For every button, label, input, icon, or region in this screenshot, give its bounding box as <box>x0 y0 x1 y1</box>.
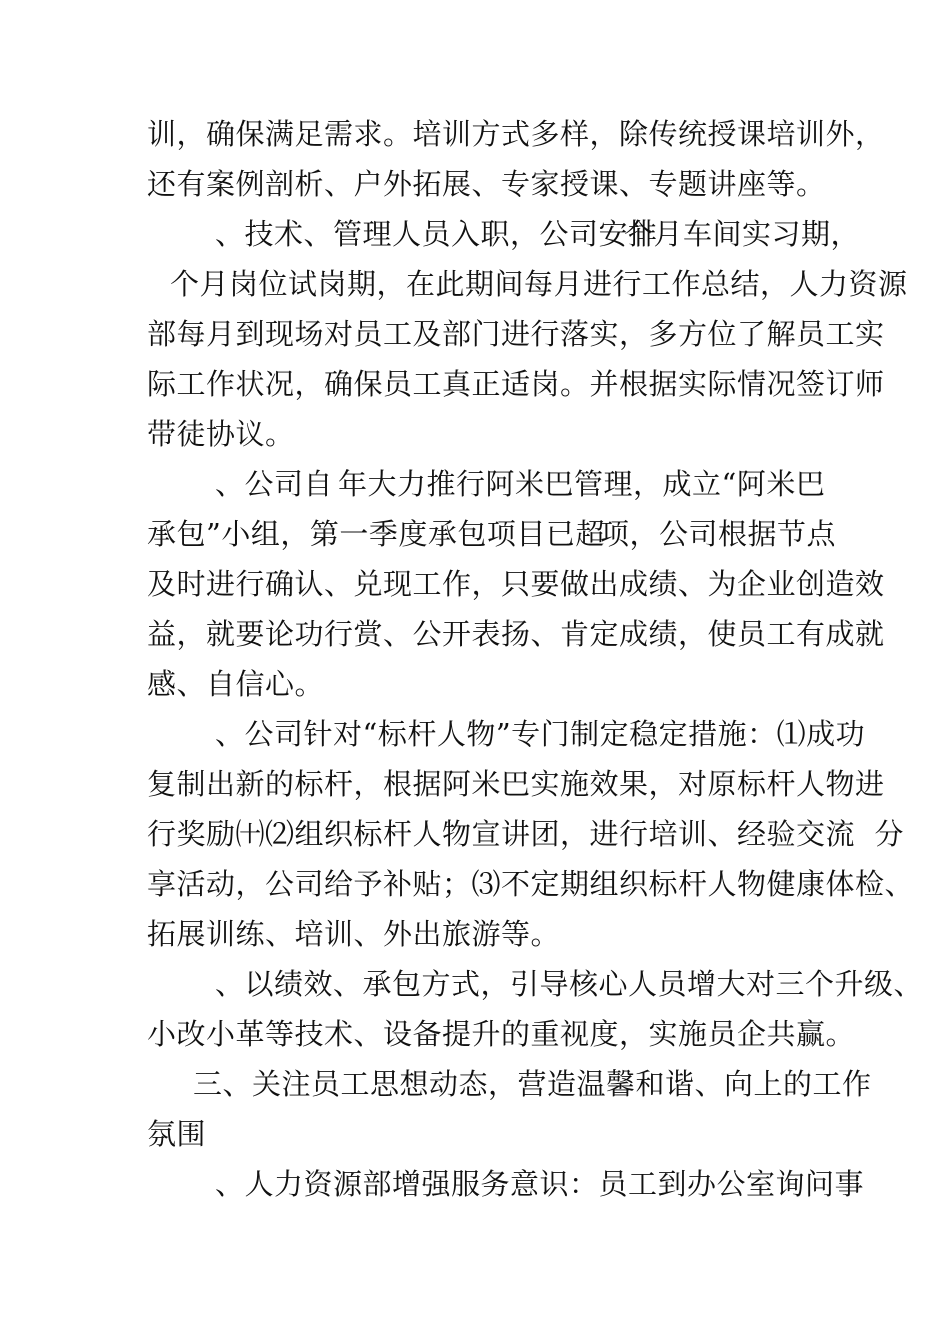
text-line: 个月车间实习期， <box>624 217 861 251</box>
text-line: 部每月到现场对员工及部门进行落实，多方位了解员工实 <box>147 317 885 351</box>
text-line: 氛围 <box>147 1117 207 1151</box>
text-line: 小改小革等技术、设备提升的重视度，实施员企共赢。 <box>147 1017 856 1051</box>
text-line: 及时进行确认、兑现工作，只要做出成绩、为企业创造效 <box>147 567 885 601</box>
text-line: 个月岗位试岗期，在此期间每月进行工作总结，人力资源 <box>170 267 908 301</box>
text-line: 带徒协议。 <box>147 417 295 451</box>
text-line: 承包”小组，第一季度承包项目已超 <box>147 517 605 551</box>
text-line: 还有案例剖析、户外拓展、专家授课、专题讲座等。 <box>147 167 826 201</box>
text-line: 项，公司根据节点 <box>600 517 837 551</box>
text-line: 、公司自 <box>215 467 334 501</box>
text-line: 复制出新的标杆，根据阿米巴实施效果，对原标杆人物进 <box>147 767 885 801</box>
text-line: 、人力资源部增强服务意识：员工到办公室询问事 <box>215 1167 865 1201</box>
text-line: 益，就要论功行赏、公开表扬、肯定成绩，使员工有成就 <box>147 617 885 651</box>
text-line: 、以绩效、承包方式，引导核心人员增大对三个升级、 <box>215 967 924 1001</box>
text-line: 年大力推行阿米巴管理，成立“阿米巴 <box>338 467 826 501</box>
text-line: 拓展训练、培训、外出旅游等。 <box>147 917 561 951</box>
text-line: 际工作状况，确保员工真正适岗。并根据实际情况签订师 <box>147 367 885 401</box>
section-heading: 三、关注员工思想动态，营造温馨和谐、向上的工作 <box>193 1067 872 1101</box>
text-line: 、技术、管理人员入职，公司安排 <box>215 217 658 251</box>
text-line: 训，确保满足需求。培训方式多样，除传统授课培训外， <box>147 117 885 151</box>
text-line: 享活动，公司给予补贴；⑶不定期组织标杆人物健康体检、 <box>147 867 915 901</box>
text-line: 感、自信心。 <box>147 667 325 701</box>
text-line: 、公司针对“标杆人物”专门制定稳定措施：⑴成功 <box>215 717 866 751</box>
text-line: 行奖励㈩⑵组织标杆人物宣讲团，进行培训、经验交流 分 <box>147 817 904 851</box>
